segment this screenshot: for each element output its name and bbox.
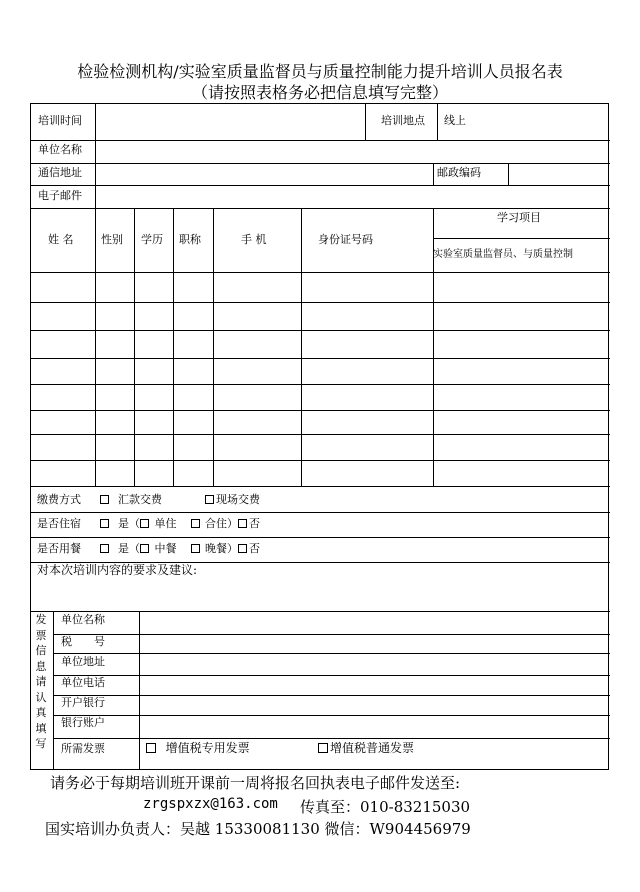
org-name-field[interactable] <box>95 140 608 162</box>
invoice-tax-no-field[interactable] <box>139 634 608 652</box>
col-education: 学历 <box>141 233 163 246</box>
lodging-yes-checkbox[interactable] <box>100 519 109 528</box>
payment-label: 缴费方式 <box>37 493 81 506</box>
invoice-org-name-label: 单位名称 <box>61 613 105 626</box>
form-subtitle: （请按照表格务必把信息填写完整） <box>191 83 448 102</box>
table-row[interactable] <box>31 358 608 383</box>
email-field[interactable] <box>95 185 608 207</box>
invoice-account-label: 银行账户 <box>61 716 105 729</box>
col-id: 身份证号码 <box>318 233 373 246</box>
col-name: 姓 名 <box>48 233 74 246</box>
suggestion-label: 对本次培训内容的要求及建议: <box>37 563 198 577</box>
meal-yes-label: 是（ <box>118 542 140 555</box>
train-place-label: 培训地点 <box>381 114 425 127</box>
invoice-type-label: 所需发票 <box>61 742 105 755</box>
invoice-phone-label: 单位电话 <box>61 676 105 689</box>
email-label: 电子邮件 <box>38 189 82 202</box>
invoice-special-checkbox[interactable] <box>146 743 156 753</box>
lodging-label: 是否住宿 <box>37 517 81 530</box>
invoice-account-field[interactable] <box>139 715 608 736</box>
meal-lunch-checkbox[interactable] <box>140 544 149 553</box>
lodging-shared-checkbox[interactable] <box>191 519 200 528</box>
address-field[interactable] <box>95 163 431 184</box>
table-row[interactable] <box>31 410 608 433</box>
lodging-options <box>100 517 260 531</box>
col-gender: 性别 <box>101 233 123 246</box>
meal-lunch-label: 中餐 <box>154 542 177 555</box>
lodging-yes-label: 是（ <box>118 517 140 530</box>
col-project: 学习项目 <box>497 211 541 224</box>
footer-contact: 国实培训办负责人：吴越 15330081130 微信：W904456979 <box>45 820 471 838</box>
postcode-field[interactable] <box>508 163 608 184</box>
org-name-label: 单位名称 <box>38 143 82 156</box>
postcode-label: 邮政编码 <box>437 166 481 179</box>
invoice-side-label: 发票信息请认真填写 <box>35 613 47 750</box>
invoice-bank-label: 开户银行 <box>61 696 105 709</box>
meal-no-label: 否 <box>249 542 260 555</box>
footer-email[interactable]: zrgspxzx@163.com <box>143 796 278 812</box>
meal-label: 是否用餐 <box>37 542 81 555</box>
payment-remit-label: 汇款交费 <box>118 493 162 506</box>
lodging-single-checkbox[interactable] <box>140 519 149 528</box>
table-row[interactable] <box>31 272 608 301</box>
table-row[interactable] <box>31 434 608 459</box>
lodging-no-label: 否 <box>249 517 260 530</box>
meal-no-checkbox[interactable] <box>238 544 247 553</box>
invoice-special-label: 增值税专用发票 <box>165 741 250 755</box>
invoice-normal-checkbox[interactable] <box>318 743 328 753</box>
train-time-label: 培训时间 <box>38 114 82 127</box>
invoice-org-name-field[interactable] <box>139 611 608 630</box>
invoice-special-option <box>146 741 250 755</box>
table-row[interactable] <box>31 330 608 357</box>
address-label: 通信地址 <box>38 166 82 179</box>
footer-instruction: 请务必于每期培训班开课前一周将报名回执表电子邮件发送至: <box>50 774 461 792</box>
meal-yes-checkbox[interactable] <box>100 544 109 553</box>
col-title: 职称 <box>179 233 201 246</box>
meal-dinner-checkbox[interactable] <box>191 544 200 553</box>
suggestion-field[interactable] <box>31 578 608 608</box>
invoice-address-label: 单位地址 <box>61 655 105 668</box>
payment-onsite-option <box>205 493 260 507</box>
lodging-no-checkbox[interactable] <box>238 519 247 528</box>
payment-onsite-checkbox[interactable] <box>205 495 214 504</box>
lodging-shared-label: 合住） <box>205 517 238 530</box>
invoice-address-field[interactable] <box>139 653 608 673</box>
form-title: 检验检测机构/实验室质量监督员与质量控制能力提升培训人员报名表 <box>77 62 563 81</box>
invoice-normal-label: 增值税普通发票 <box>330 741 415 755</box>
table-row[interactable] <box>31 460 608 485</box>
footer-fax: 传真至：010-83215030 <box>300 798 471 816</box>
invoice-tax-no-label: 税 号 <box>61 635 105 648</box>
col-project-value: 实验室质量监督员、与质量控制 <box>433 249 573 260</box>
payment-remit-option <box>100 493 162 507</box>
invoice-bank-field[interactable] <box>139 695 608 714</box>
meal-options <box>100 542 260 556</box>
invoice-phone-field[interactable] <box>139 675 608 694</box>
payment-remit-checkbox[interactable] <box>100 495 109 504</box>
train-time-field[interactable] <box>95 104 364 139</box>
col-phone: 手 机 <box>241 233 267 246</box>
table-row[interactable] <box>31 384 608 409</box>
invoice-normal-option <box>318 741 414 755</box>
lodging-single-label: 单住 <box>154 517 177 530</box>
payment-onsite-label: 现场交费 <box>216 493 260 506</box>
train-place-value: 线上 <box>444 114 466 127</box>
meal-dinner-label: 晚餐） <box>205 542 238 555</box>
table-row[interactable] <box>31 302 608 329</box>
